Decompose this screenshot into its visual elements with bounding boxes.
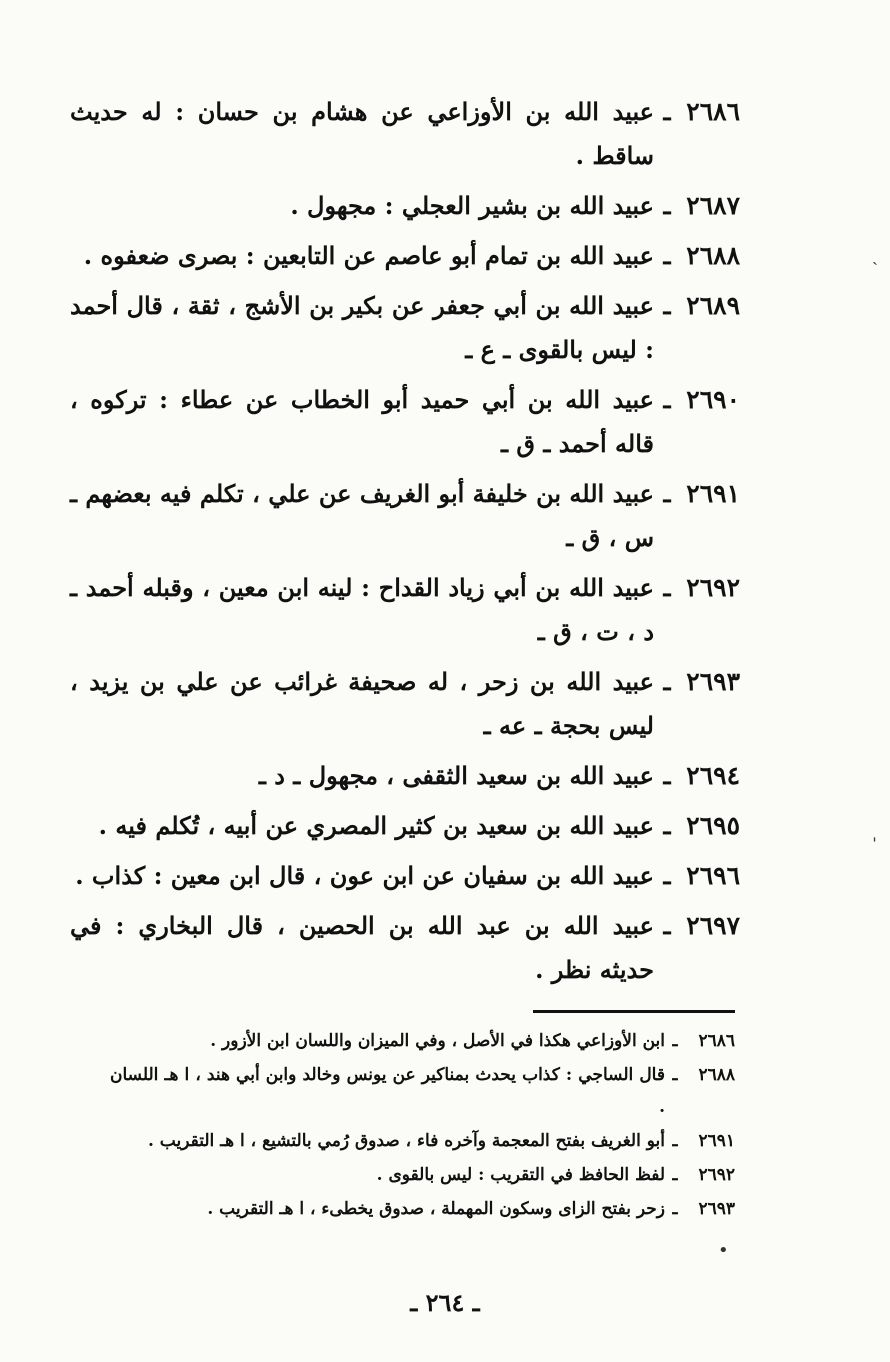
entry: [70, 184, 740, 228]
page-number: ـ ٢٦٤ ـ: [410, 1288, 480, 1317]
entry-dash: ـ: [663, 761, 671, 790]
entry-text: عبيد الله بن تمام أبو عاصم عن التابعين : بصرى ضعفوه .: [83, 241, 654, 270]
entry-dash: ـ: [663, 811, 671, 840]
entry-number: ٢٦٨٧: [686, 191, 740, 220]
entry: [70, 754, 740, 798]
entry: [70, 90, 740, 178]
entry: [70, 284, 740, 372]
entry: [70, 378, 740, 466]
entry-dash: ـ: [663, 861, 671, 890]
entry: [70, 472, 740, 560]
entry-text: عبيد الله بن سعيد بن كثير المصري عن أبيه ، تُكلم فيه .: [98, 811, 654, 840]
entry-text: عبيد الله بن سفيان عن ابن عون ، قال ابن معين : كذاب .: [75, 861, 654, 890]
entry: [70, 804, 740, 848]
footnote-number: ٢٦٩٢: [698, 1165, 735, 1185]
footnote: [110, 1025, 735, 1057]
entry-text: عبيد الله بن زحر ، له صحيفة غرائب عن علي بن يزيد ، ليس بحجة ـ عه ـ: [70, 667, 654, 740]
entry-text: عبيد الله بن أبي حميد أبو الخطاب عن عطاء : تركوه ، قاله أحمد ـ ق ـ: [70, 385, 655, 458]
footnote-dash: ـ: [672, 1131, 678, 1151]
footnote-number: ٢٦٨٦: [698, 1031, 735, 1051]
footnote-number: ٢٦٩١: [698, 1131, 735, 1151]
footnote-dash: ـ: [672, 1199, 678, 1219]
footnote-text: أبو الغريف بفتح المعجمة وآخره فاء ، صدوق رُمي بالتشيع ، ا هـ التقريب .: [147, 1131, 665, 1151]
entry-text: عبيد الله بن أبي زياد القداح : لينه ابن معين ، وقبله أحمد ـ د ، ت ، ق ـ: [70, 573, 654, 646]
footnote-text: لفظ الحافظ في التقريب : ليس بالقوى .: [376, 1165, 665, 1185]
entry-dash: ـ: [663, 911, 671, 940]
entry-dash: ـ: [663, 191, 671, 220]
entry: [70, 660, 740, 748]
entry-text: عبيد الله بن أبي جعفر عن بكير بن الأشج ، ثقة ، قال أحمد : ليس بالقوى ـ ع ـ: [70, 291, 654, 364]
footnote-divider: [533, 1010, 735, 1013]
entry: [70, 566, 740, 654]
footnote: [110, 1193, 735, 1225]
entry-text: عبيد الله بن بشير العجلي : مجهول .: [290, 191, 654, 220]
entry-number: ٢٦٩٥: [686, 811, 740, 840]
entry-number: ٢٦٨٨: [686, 241, 740, 270]
entry-dash: ـ: [663, 291, 671, 320]
entry-text: عبيد الله بن خليفة أبو الغريف عن علي ، تكلم فيه بعضهم ـ س ، ق ـ: [70, 479, 654, 552]
entry-number: ٢٦٨٩: [686, 291, 740, 320]
entry-number: ٢٦٩٦: [686, 861, 740, 890]
footnote-number: ٢٦٩٣: [698, 1199, 735, 1219]
entry-number: ٢٦٩٣: [686, 667, 740, 696]
stray-mark: ˎ: [872, 245, 878, 266]
entry-number: ٢٦٩٧: [686, 911, 740, 940]
footnote: [110, 1125, 735, 1157]
footnotes-list: [110, 1025, 735, 1227]
entry-dash: ـ: [663, 573, 671, 602]
stray-mark: •: [718, 1240, 729, 1261]
footnote-text: زحر بفتح الزاى وسكون المهملة ، صدوق يخطىء ، ا هـ التقريب .: [207, 1199, 665, 1219]
footnote-text: ابن الأوزاعي هكذا في الأصل ، وفي الميزان واللسان ابن الأزور .: [210, 1031, 665, 1051]
footnote-text: قال الساجي : كذاب يحدث بمناكير عن يونس وخالد وابن أبي هند ، ا هـ اللسان .: [110, 1065, 665, 1117]
entries-list: [70, 90, 740, 998]
footnote-number: ٢٦٨٨: [698, 1065, 735, 1085]
footnote: [110, 1159, 735, 1191]
entry-number: ٢٦٩٤: [686, 761, 740, 790]
footnote-dash: ـ: [672, 1165, 678, 1185]
stray-mark: ˈ: [872, 835, 877, 856]
entry: [70, 854, 740, 898]
entry-dash: ـ: [663, 241, 671, 270]
footnote-dash: ـ: [672, 1065, 678, 1085]
entry-dash: ـ: [663, 97, 671, 126]
entry-dash: ـ: [663, 479, 671, 508]
entry-number: ٢٦٩١: [686, 479, 740, 508]
entry-text: عبيد الله بن الأوزاعي عن هشام بن حسان : له حديث ساقط .: [70, 97, 655, 170]
entry-text: عبيد الله بن عبد الله بن الحصين ، قال البخاري : في حديثه نظر .: [70, 911, 654, 984]
footnote: [110, 1059, 735, 1123]
entry: [70, 234, 740, 278]
entry-text: عبيد الله بن سعيد الثقفى ، مجهول ـ د ـ: [258, 761, 654, 790]
entry-number: ٢٦٩٢: [686, 573, 740, 602]
footnote-dash: ـ: [672, 1031, 678, 1051]
entry-number: ٢٦٩٠: [686, 385, 740, 414]
entry-number: ٢٦٨٦: [686, 97, 740, 126]
entry-dash: ـ: [663, 667, 671, 696]
entry: [70, 904, 740, 992]
entry-dash: ـ: [663, 385, 671, 414]
